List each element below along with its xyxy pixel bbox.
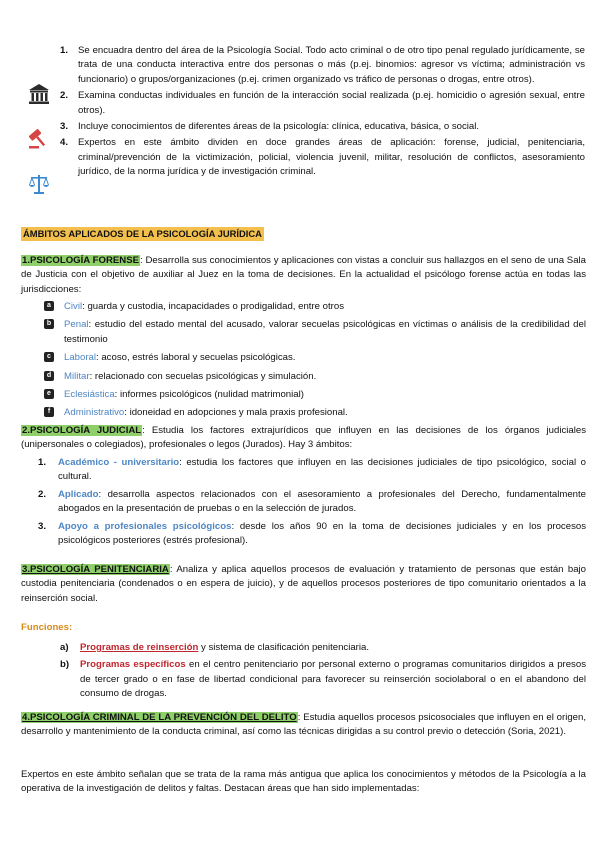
item-text: : estudia los factores que influyen en las decisiones judiciales de tipo psicológico, social o cultural. <box>58 457 586 483</box>
bullet-icon: d <box>44 371 54 381</box>
list-item <box>38 456 586 485</box>
list-item <box>60 136 585 179</box>
judicial-paragraph <box>21 424 586 453</box>
item-number: b) <box>60 659 70 671</box>
closing-paragraph: Expertos en este ámbito señalan que se trata de la rama más antigua que aplica los conocimientos y métodos de la Psicología a la operativa de la investigación de delitos y faltas. Destacan áreas que han sido implementadas: <box>21 769 586 795</box>
item-text: Incluye conocimientos de diferentes áreas de la psicología: clínica, educativa, básica, o social. <box>78 120 480 132</box>
bullet-icon: e <box>44 389 54 399</box>
gavel-icon <box>27 126 51 150</box>
list-item <box>44 370 586 384</box>
item-text: Examina conductas individuales en función de la interacción social realizada (p.ej. homicidio o agresión sexual, entre otros). <box>78 90 585 116</box>
list-item <box>60 89 585 118</box>
item-label: Civil <box>64 301 83 312</box>
item-label: Eclesiástica <box>64 388 115 400</box>
item-number: 2. <box>38 488 47 500</box>
intro-list <box>60 44 585 182</box>
item-number: 3. <box>38 520 47 532</box>
item-text: : relacionado con secuelas psicológicas y simulación. <box>89 370 317 382</box>
list-item <box>44 351 586 365</box>
forense-text: : Desarrolla sus conocimientos y aplicaciones con vistas a concluir sus hallazgos en el seno de una Sala de Justicia con el objetivo de auxiliar al Juez en la toma de decisiones. En la actualidad el psicólogo forense actúa en todas las jurisdicciones: <box>21 255 587 295</box>
item-text: y sistema de clasificación penitenciaria. <box>198 642 370 653</box>
item-text: : desde los años 90 en la toma de decisiones judiciales y en los procesos psicológicos posteriores (estrés profesional). <box>58 520 586 546</box>
courthouse-icon <box>27 82 51 106</box>
item-text: : acoso, estrés laboral y secuelas psicológicas. <box>96 352 296 364</box>
list-item <box>44 406 586 420</box>
criminal-heading: 4.PSICOLOGÍA CRIMINAL DE LA PREVENCIÓN DEL DELITO <box>22 712 297 723</box>
item-label: Programas de reinserción <box>80 642 199 653</box>
bullet-icon: a <box>44 301 54 311</box>
ambitos-list <box>38 456 586 551</box>
item-label: Militar <box>64 370 90 382</box>
list-item <box>44 300 586 314</box>
penitenciaria-paragraph <box>21 563 586 606</box>
list-item <box>44 318 586 347</box>
item-text: Expertos en este ámbito dividen en doce grandes áreas de aplicación: forense, judicial, penitenciaria, criminal/prevención de la victimización, policial, violencia juvenil, militar, resolución de conflictos, asesoramiento jurídico, de la norma jurídica y de investigación criminal. <box>78 137 585 178</box>
list-item <box>60 641 586 655</box>
item-text: : idoneidad en adopciones y mala praxis profesional. <box>124 407 348 419</box>
judicial-text: : Estudia los factores extrajurídicos que influyen en las decisiones de los órganos judiciales (unipersonales o colegiados), profesionales o legos (Jurados). Hay 3 ámbitos: <box>21 425 586 451</box>
penitenciaria-heading: 3.PSICOLOGÍA PENITENCIARIA <box>22 564 169 575</box>
list-item <box>60 120 585 134</box>
item-number: a) <box>60 642 69 653</box>
section-title: ÁMBITOS APLICADOS DE LA PSICOLOGÍA JURÍDICA <box>21 227 264 241</box>
list-item <box>60 658 586 701</box>
item-number: 1. <box>60 45 69 56</box>
item-label: Penal <box>64 319 89 331</box>
scales-icon <box>27 172 51 196</box>
penitenciaria-text: : Analiza y aplica aquellos procesos de evaluación y tratamiento de personas que están bajo custodia penitenciaria (condenados o en espera de juicio), y de aquellos procesos posteriores de tipo comunitario orientados a la reinserción social. <box>21 564 586 604</box>
item-number: 4. <box>60 137 69 149</box>
item-text: : guarda y custodia, incapacidades o prodigalidad, entre otros <box>82 301 344 312</box>
list-item <box>60 44 585 87</box>
criminal-text: : Estudia aquellos procesos psicosociales que influyen en el origen, desarrollo y mantenimiento de la conducta criminal, así como las técnicas dirigidas a su control previo o detección (Soria, 2021). <box>21 712 586 738</box>
forense-heading: 1.PSICOLOGÍA FORENSE <box>22 255 140 266</box>
judicial-heading: 2.PSICOLOGÍA JUDICIAL <box>22 425 142 436</box>
list-item <box>38 488 586 517</box>
jurisdiction-list <box>44 300 586 425</box>
list-item <box>38 520 586 549</box>
item-number: 1. <box>38 457 47 468</box>
item-label: Programas específicos <box>80 659 186 671</box>
criminal-paragraph <box>21 711 586 740</box>
funciones-list <box>60 641 586 705</box>
item-label: Laboral <box>64 352 97 364</box>
item-number: 3. <box>60 120 69 132</box>
item-text: : informes psicológicos (nulidad matrimonial) <box>114 388 304 400</box>
item-text: : desarrolla aspectos relacionados con el asesoramiento a profesionales del Derecho, fundamentalmente abogados en la presentación de pruebas o en la selección de jurados. <box>58 488 586 515</box>
bullet-icon: c <box>44 352 54 362</box>
list-item <box>44 388 586 402</box>
item-label: Aplicado <box>58 488 99 500</box>
bullet-icon: f <box>44 407 54 417</box>
item-text: en el centro penitenciario por personal externo o programas comunitarios dirigidos a presos de tercer grado o en fase de libertad condicional para favorecer su reinserción sociolaboral o en el abandono del consumo de drogas. <box>80 659 586 700</box>
item-text: Se encuadra dentro del área de la Psicología Social. Todo acto criminal o de otro tipo penal regulado jurídicamente, se trata de una conducta interactiva entre dos personas o más (p.ej. binomios: agresor vs víctima; administración vs funcionario) o grupos/organizaciones (p.ej. crimen organizado vs tráfico de personas o drogas, entre otros). <box>78 45 585 85</box>
item-text: : estudio del estado mental del acusado, valorar secuelas psicológicas en víctimas o análisis de la credibilidad del testimonio <box>64 319 586 345</box>
item-number: 2. <box>60 90 69 102</box>
bullet-icon: b <box>44 319 54 329</box>
item-label: Académico - universitario <box>58 457 180 468</box>
forense-paragraph <box>21 254 586 297</box>
item-label: Apoyo a profesionales psicológicos <box>58 520 232 532</box>
item-label: Administrativo <box>64 407 125 419</box>
funciones-title: Funciones: <box>21 622 73 633</box>
